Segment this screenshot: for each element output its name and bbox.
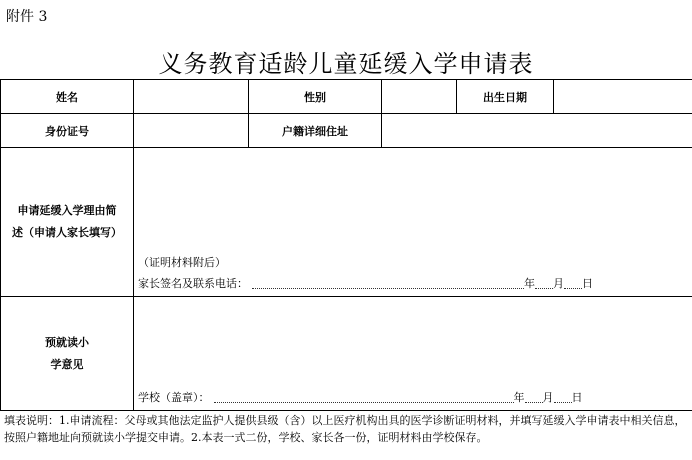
- month-blank-2[interactable]: [525, 394, 543, 403]
- form-title: 义务教育适龄儿童延缓入学申请表: [158, 50, 534, 78]
- household-address-field[interactable]: [382, 114, 692, 148]
- filling-instructions: 填表说明：1.申请流程：父母或其他法定监护人提供县级（含）以上医疗机构出具的医学诊断证明材料，并填写延缓入学申请表中相关信息，按照户籍地址向预就读小学提交申请。2.本表一式二份，学校、家长各一份，证明材料由学校保存。: [4, 414, 686, 444]
- parent-sign-label: 家长签名及联系电话：: [138, 277, 248, 290]
- id-number-label: 身份证号: [1, 114, 134, 148]
- school-seal-line[interactable]: [214, 394, 514, 403]
- day-blank[interactable]: [564, 280, 582, 289]
- month-label: 月: [553, 277, 564, 290]
- school-seal-label: 学校（盖章）：: [138, 391, 210, 404]
- delay-reason-label-line2: 述（申请人家长填写）: [12, 226, 122, 239]
- day-blank-2[interactable]: [554, 394, 572, 403]
- name-label: 姓名: [1, 80, 134, 114]
- school-seal-row: [138, 389, 583, 405]
- household-address-label: 户籍详细住址: [249, 114, 382, 148]
- day-label-2: 日: [571, 391, 583, 404]
- birthdate-field[interactable]: [554, 80, 692, 114]
- gender-field[interactable]: [382, 80, 457, 114]
- parent-sign-row: [138, 275, 593, 291]
- delay-reason-field[interactable]: [134, 148, 692, 297]
- delay-reason-label: [1, 148, 134, 297]
- application-form-table: [0, 79, 692, 411]
- id-number-field[interactable]: [134, 114, 249, 148]
- parent-sign-line[interactable]: [252, 280, 524, 289]
- gender-label: 性别: [249, 80, 382, 114]
- delay-reason-label-line1: 申请延缓入学理由简: [17, 204, 117, 217]
- attachment-note: （证明材料附后）: [138, 256, 226, 269]
- day-label: 日: [582, 277, 593, 290]
- school-opinion-label-line1: 预就读小: [45, 335, 89, 349]
- birthdate-label: 出生日期: [457, 80, 554, 114]
- year-label-2: 年: [513, 391, 525, 404]
- name-field[interactable]: [134, 80, 249, 114]
- school-opinion-label-line2: 学意见: [50, 357, 84, 371]
- year-label: 年: [524, 277, 535, 290]
- school-opinion-label: [1, 297, 134, 411]
- month-blank[interactable]: [535, 280, 553, 289]
- attachment-number: 附件 3: [6, 9, 48, 25]
- month-label-2: 月: [542, 391, 554, 404]
- school-opinion-field[interactable]: [134, 297, 692, 411]
